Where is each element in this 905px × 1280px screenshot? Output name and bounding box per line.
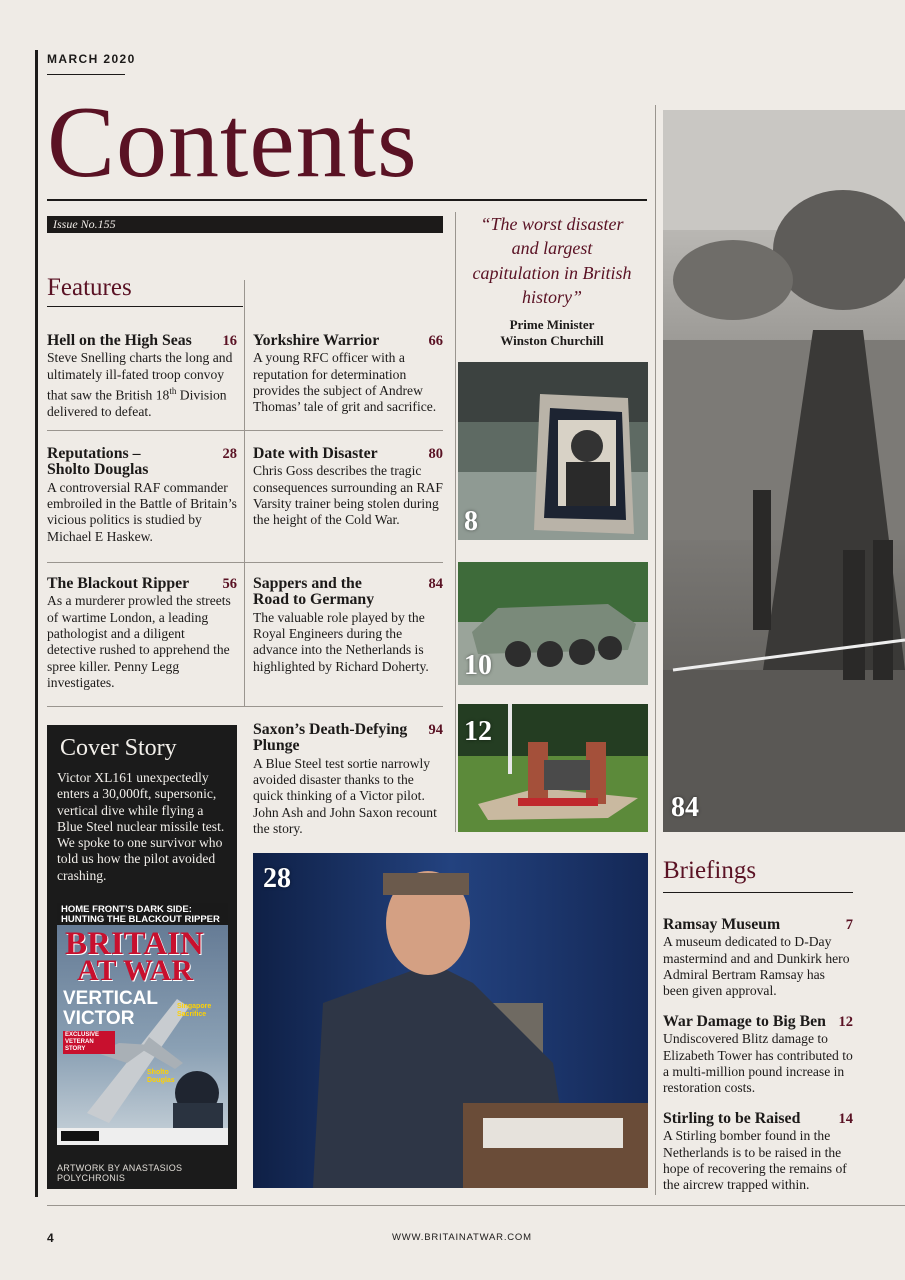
briefings-rule bbox=[663, 892, 853, 893]
photo-pontoon-bridge[interactable] bbox=[663, 110, 905, 832]
page-number: 4 bbox=[47, 1231, 54, 1245]
feature-title: Date with Disaster bbox=[253, 445, 378, 462]
photo-portrait-frame[interactable] bbox=[458, 362, 648, 540]
cover-story-heading: Cover Story bbox=[60, 735, 177, 761]
briefing-title: War Damage to Big Ben bbox=[663, 1013, 826, 1030]
briefing-page: 7 bbox=[845, 917, 853, 933]
feature-title: Sappers and the Road to Germany bbox=[253, 575, 375, 609]
magazine-tag: EXCLUSIVE VETERAN STORY bbox=[63, 1031, 115, 1054]
photo-page-number: 84 bbox=[671, 792, 699, 823]
features-column-divider bbox=[244, 280, 245, 706]
footer-rule bbox=[47, 1205, 905, 1206]
magazine-side-headline: Singapore Sacrifice bbox=[177, 1003, 212, 1018]
cover-story-box[interactable] bbox=[47, 725, 237, 1189]
feature-title: Yorkshire Warrior bbox=[253, 332, 380, 349]
pontoon-bridge-image bbox=[663, 110, 905, 832]
feature-description: A controversial RAF commander embroiled in the Battle of Britain’s vicious politics is studied by Michael E Haskew. bbox=[47, 479, 237, 544]
features-rule bbox=[47, 306, 243, 307]
feature-item[interactable] bbox=[253, 722, 443, 837]
magazine-cover-image bbox=[57, 903, 228, 1145]
magazine-masthead: BRITAIN bbox=[65, 926, 204, 962]
briefing-description: A museum dedicated to D-Day mastermind and and Dunkirk hero Admiral Bertram Ramsay has been given approval. bbox=[663, 934, 850, 999]
feature-description: A young RFC officer with a reputation for determination provides the subject of Andrew Thomas’ tale of grit and sacrifice. bbox=[253, 350, 437, 415]
feature-title: Saxon’s Death-Defying Plunge bbox=[253, 721, 408, 755]
feature-description: A Blue Steel test sortie narrowly avoided disaster thanks to the quick thinking of a Victor pilot. John Ash and John Saxon recount the story. bbox=[253, 755, 437, 836]
sholto-douglas-image bbox=[253, 853, 648, 1188]
quote-attribution: Prime Minister Winston Churchill bbox=[500, 317, 604, 348]
feature-page: 80 bbox=[428, 446, 443, 462]
left-margin-rule bbox=[35, 50, 38, 1197]
feature-page: 28 bbox=[222, 446, 237, 462]
middle-column-divider bbox=[455, 212, 456, 832]
photo-page-number: 8 bbox=[464, 506, 478, 537]
right-column-divider bbox=[655, 105, 656, 1195]
title-rule bbox=[47, 199, 647, 201]
photo-page-number: 10 bbox=[464, 650, 492, 681]
magazine-banner: HOME FRONT’S DARK SIDE: HUNTING THE BLACKOUT RIPPER bbox=[61, 904, 220, 925]
feature-description: Steve Snelling charts the long and ultimately ill-fated troop convoy that saw the British 18th Division delivered to defeat. bbox=[47, 350, 233, 419]
briefing-description: A Stirling bomber found in the Netherlands is to be raised in the hope of recovering the remains of the aircrew trapped within. bbox=[663, 1128, 847, 1193]
issue-date: MARCH 2020 bbox=[47, 52, 136, 66]
briefings-heading: Briefings bbox=[663, 857, 757, 884]
features-row-divider bbox=[47, 430, 443, 431]
feature-item[interactable] bbox=[253, 446, 443, 529]
briefing-description: Undiscovered Blitz damage to Elizabeth Tower has contributed to a multi-million pound increase in restoration costs. bbox=[663, 1031, 853, 1096]
photo-page-number: 28 bbox=[263, 863, 291, 894]
magazine-masthead-2: AT WAR bbox=[77, 954, 193, 987]
feature-item[interactable] bbox=[253, 576, 443, 675]
feature-page: 94 bbox=[428, 722, 443, 738]
photo-memorial[interactable] bbox=[458, 704, 648, 832]
portrait-frame-image bbox=[458, 362, 648, 540]
pull-quote: “The worst disaster and largest capitulation in British history” bbox=[472, 214, 632, 307]
feature-item[interactable] bbox=[47, 576, 237, 691]
briefing-item[interactable] bbox=[663, 917, 853, 1000]
briefing-item[interactable] bbox=[663, 1014, 853, 1097]
issue-number-bar: Issue No.155 bbox=[47, 216, 443, 233]
cover-story-text: Victor XL161 unexpectedly enters a 30,000ft, supersonic, vertical dive while flying a Blue Steel nuclear missile test. We spoke to one survivor who told us how the pilot avoided crashing. bbox=[57, 770, 225, 883]
features-row-divider bbox=[47, 562, 443, 563]
briefing-item[interactable] bbox=[663, 1111, 853, 1194]
features-heading: Features bbox=[47, 274, 132, 301]
feature-description: The valuable role played by the Royal Engineers during the advance into the Netherlands is highlighted by Richard Doherty. bbox=[253, 609, 429, 674]
briefing-page: 12 bbox=[838, 1014, 853, 1030]
magazine-headline-2: VICTOR bbox=[63, 1008, 135, 1029]
feature-item[interactable] bbox=[253, 333, 443, 416]
photo-armoured-vehicle[interactable] bbox=[458, 562, 648, 685]
feature-title: Hell on the High Seas bbox=[47, 332, 192, 349]
feature-item[interactable] bbox=[47, 333, 237, 420]
feature-page: 66 bbox=[428, 333, 443, 349]
artwork-credit: ARTWORK BY ANASTASIOS POLYCHRONIS bbox=[57, 1163, 183, 1183]
feature-title: The Blackout Ripper bbox=[47, 575, 190, 592]
feature-item[interactable] bbox=[47, 446, 237, 545]
magazine-headline: VERTICAL bbox=[63, 988, 158, 1009]
feature-title: Reputations – Sholto Douglas bbox=[47, 445, 149, 479]
magazine-side-headline-2: Sholto Douglas bbox=[147, 1069, 175, 1084]
feature-page: 56 bbox=[222, 576, 237, 592]
briefing-title: Ramsay Museum bbox=[663, 916, 781, 933]
feature-page: 84 bbox=[428, 576, 443, 592]
date-underline bbox=[47, 74, 125, 75]
feature-description: Chris Goss describes the tragic consequences surrounding an RAF Varsity trainer being stolen during the height of the Cold War. bbox=[253, 463, 443, 528]
website-url[interactable]: WWW.BRITAINATWAR.COM bbox=[392, 1232, 532, 1243]
photo-sholto-douglas[interactable] bbox=[253, 853, 648, 1188]
photo-page-number: 12 bbox=[464, 716, 492, 747]
page-title: Contents bbox=[47, 86, 418, 199]
feature-page: 16 bbox=[222, 333, 237, 349]
briefing-page: 14 bbox=[838, 1111, 853, 1127]
briefing-title: Stirling to be Raised bbox=[663, 1110, 801, 1127]
feature-description: As a murderer prowled the streets of wartime London, a leading pathologist and a diligent detective rushed to apprehend the spree killer. Penny Legg investigates. bbox=[47, 593, 231, 690]
features-row-divider bbox=[47, 706, 443, 707]
